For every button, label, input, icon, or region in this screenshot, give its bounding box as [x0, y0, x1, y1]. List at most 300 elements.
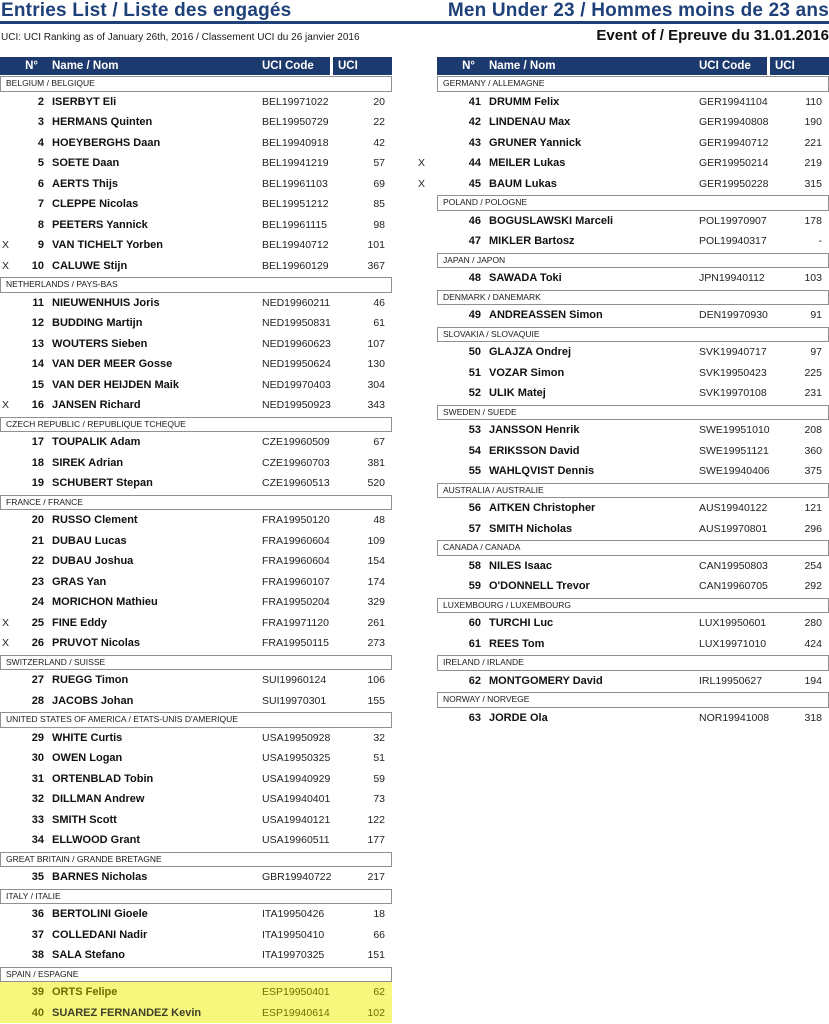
entry-uci-code: SUI19960124 — [262, 674, 327, 686]
country-band: UNITED STATES OF AMERICA / ETATS-UNIS D'AMERIQUE — [0, 712, 392, 728]
entry-x-marker — [0, 334, 16, 355]
entry-name: TOUPALIK Adam — [52, 436, 141, 448]
country-band: FRANCE / FRANCE — [0, 495, 392, 511]
entry-x-marker — [0, 925, 16, 946]
entry-uci-code: FRA19960604 — [262, 555, 330, 567]
entry-name: VAN DER MEER Gosse — [52, 358, 173, 370]
entry-uci-code: FRA19960107 — [262, 575, 330, 588]
entry-row — [0, 633, 392, 654]
entry-row — [418, 174, 829, 195]
entry-row — [0, 375, 392, 396]
entry-uci-rank: 217 — [367, 871, 385, 883]
entry-number: 53 — [468, 424, 481, 436]
entry-x-marker — [0, 473, 16, 494]
title-underline-rule — [0, 21, 829, 24]
entry-uci-rank: 59 — [373, 772, 385, 785]
entry-x-marker — [437, 305, 453, 326]
entry-uci-code: CZE19960703 — [262, 456, 330, 469]
entry-row — [0, 473, 392, 494]
entry-row — [0, 235, 392, 256]
entry-name: BUDDING Martijn — [52, 317, 143, 329]
entry-uci-code: CZE19960513 — [262, 477, 330, 489]
entry-row — [0, 174, 392, 195]
entry-row — [437, 556, 829, 577]
entry-x-marker — [0, 691, 16, 712]
event-date-label: Event of / Epreuve du 31.01.2016 — [596, 27, 829, 44]
entry-number: 21 — [31, 534, 44, 547]
entry-uci-rank: 296 — [804, 522, 822, 535]
entry-row — [0, 453, 392, 474]
entry-name: ISERBYT Eli — [52, 95, 117, 108]
entry-name: SMITH Scott — [52, 813, 117, 826]
entry-uci-code: USA19940401 — [262, 793, 331, 805]
entry-name: JANSEN Richard — [52, 399, 141, 411]
entry-uci-code: ITA19950426 — [262, 908, 325, 920]
entry-name: GRAS Yan — [52, 575, 107, 588]
entry-row — [437, 363, 829, 384]
entry-row — [0, 313, 392, 334]
entry-name: ERIKSSON David — [489, 444, 580, 457]
entry-uci-code: BEL19951212 — [262, 198, 329, 210]
entry-uci-rank: 97 — [810, 346, 822, 358]
entry-row — [437, 498, 829, 519]
entry-x-marker — [437, 133, 453, 154]
entry-uci-code: CZE19960509 — [262, 436, 330, 448]
entry-uci-rank: 62 — [373, 986, 385, 998]
entry-number: 49 — [468, 309, 481, 321]
country-band: NORWAY / NORVEGE — [437, 692, 829, 708]
entries-table-right — [418, 57, 829, 728]
table-header — [0, 57, 392, 75]
entry-name: HERMANS Quinten — [52, 116, 153, 128]
entry-number: 44 — [468, 157, 481, 169]
entry-name: ULIK Matej — [489, 387, 546, 399]
entry-x-marker: X — [2, 239, 10, 251]
entry-name: WHITE Curtis — [52, 731, 123, 744]
entry-uci-rank: 66 — [373, 928, 385, 941]
entry-row — [437, 461, 829, 482]
entry-name: REES Tom — [489, 637, 545, 650]
entry-uci-rank: 122 — [367, 813, 385, 826]
entry-uci-rank: 254 — [804, 559, 822, 572]
entry-row — [418, 153, 829, 174]
entry-uci-rank: 225 — [804, 366, 822, 379]
entry-uci-code: GER19940712 — [699, 136, 769, 149]
entry-uci-code: BEL19940918 — [262, 136, 329, 149]
entry-uci-code: IRL19950627 — [699, 674, 763, 687]
entry-name: NILES Isaac — [489, 559, 552, 572]
entry-x-marker: X — [2, 259, 10, 272]
entry-row — [437, 420, 829, 441]
entry-name: VAN DER HEIJDEN Maik — [52, 378, 179, 391]
entry-name: BOGUSLAWSKI Marceli — [489, 214, 614, 227]
entry-uci-code: POL19970907 — [699, 214, 767, 227]
country-band: DENMARK / DANEMARK — [437, 290, 829, 306]
entry-number: 51 — [468, 366, 481, 379]
entry-row — [0, 215, 392, 236]
entry-uci-code: DEN19970930 — [699, 309, 768, 321]
header-name-label: Name / Nom — [52, 60, 119, 72]
entry-uci-code: SUI19970301 — [262, 694, 327, 707]
entry-x-marker — [0, 354, 16, 375]
entry-uci-rank: 424 — [804, 637, 822, 650]
entry-name: AERTS Thijs — [52, 177, 119, 190]
entry-uci-code: CAN19950803 — [699, 559, 768, 572]
entry-name: ORTENBLAD Tobin — [52, 772, 154, 785]
entry-x-marker — [0, 670, 16, 691]
entry-name: COLLEDANI Nadir — [52, 928, 148, 941]
entry-x-marker — [0, 592, 16, 613]
entry-uci-rank: 292 — [804, 580, 822, 592]
entry-x-marker — [437, 112, 453, 133]
entry-name: PRUVOT Nicolas — [52, 637, 141, 649]
entry-uci-code: BEL19960129 — [262, 259, 329, 272]
entry-x-marker — [437, 231, 453, 252]
header-number-label: N° — [25, 60, 38, 72]
entry-number: 2 — [37, 95, 44, 108]
entry-uci-rank: 194 — [804, 674, 822, 687]
entry-uci-code: FRA19971120 — [262, 616, 329, 629]
entry-number: 26 — [31, 637, 44, 649]
entry-uci-code: SVK19970108 — [699, 387, 767, 399]
entry-x-marker: X — [2, 399, 10, 411]
entry-uci-code: USA19960511 — [262, 834, 330, 846]
entry-uci-rank: 155 — [367, 694, 385, 707]
entry-uci-code: NED19950831 — [262, 317, 331, 329]
entry-uci-code: NOR19941008 — [699, 711, 770, 724]
entry-x-marker — [437, 342, 453, 363]
entry-name: JANSSON Henrik — [489, 424, 580, 436]
uci-ranking-note: UCI: UCI Ranking as of January 26th, 2016 / Classement UCI du 26 janvier 2016 — [1, 32, 360, 43]
entry-x-marker — [0, 153, 16, 174]
entry-row — [437, 342, 829, 363]
entry-number: 22 — [31, 555, 44, 567]
entry-name: NIEUWENHUIS Joris — [52, 296, 160, 309]
entry-name: SCHUBERT Stepan — [52, 477, 153, 489]
entry-number: 17 — [31, 436, 44, 448]
entry-row — [0, 748, 392, 769]
entry-number: 9 — [37, 239, 44, 251]
entry-name: CALUWE Stijn — [52, 259, 128, 272]
entry-uci-rank: 261 — [367, 616, 385, 629]
entry-uci-rank: 107 — [367, 337, 385, 350]
entry-row — [437, 634, 829, 655]
entry-uci-code: GER19950214 — [699, 157, 769, 169]
page-title-right: Men Under 23 / Hommes moins de 23 ans — [447, 0, 829, 21]
entry-uci-rank: 130 — [367, 358, 385, 370]
entry-uci-code: SWE19951121 — [699, 444, 769, 457]
entry-uci-rank: 273 — [367, 637, 385, 649]
entry-number: 10 — [31, 259, 44, 272]
entry-number: 41 — [468, 95, 481, 108]
country-band: POLAND / POLOGNE — [437, 195, 829, 211]
entry-uci-rank: 219 — [804, 157, 822, 169]
entry-x-marker — [0, 769, 16, 790]
country-band: ITALY / ITALIE — [0, 889, 392, 905]
entry-x-marker — [0, 748, 16, 769]
entry-row — [437, 383, 829, 404]
entry-row — [0, 395, 392, 416]
entry-name: MONTGOMERY David — [489, 674, 603, 687]
entry-number: 14 — [31, 358, 44, 370]
entry-row — [437, 671, 829, 692]
header-uci-rank-label: UCI — [770, 57, 829, 75]
header-uci-rank-label: UCI — [333, 57, 392, 75]
entry-uci-rank: 101 — [367, 239, 385, 251]
entry-uci-code: BEL19941219 — [262, 157, 329, 169]
entry-uci-code: LUX19971010 — [699, 637, 767, 650]
entry-x-marker — [437, 383, 453, 404]
entry-x-marker — [437, 92, 453, 113]
entry-row — [0, 592, 392, 613]
entry-uci-rank: - — [818, 235, 822, 247]
entry-uci-rank: 18 — [373, 908, 385, 920]
entry-uci-rank: 48 — [373, 514, 385, 526]
entry-x-marker — [437, 556, 453, 577]
entry-x-marker: X — [418, 157, 426, 169]
entry-number: 58 — [468, 559, 481, 572]
page-title-left: Entries List / Liste des engagés — [1, 0, 292, 21]
entry-uci-code: CAN19960705 — [699, 580, 768, 592]
entry-x-marker — [0, 375, 16, 396]
country-band: NETHERLANDS / PAYS-BAS — [0, 277, 392, 293]
entry-row — [437, 92, 829, 113]
entry-row — [437, 519, 829, 540]
entry-uci-rank: 343 — [367, 399, 385, 411]
entry-row — [0, 354, 392, 375]
entry-name: AITKEN Christopher — [489, 502, 596, 514]
entry-row — [437, 211, 829, 232]
entry-row — [0, 789, 392, 810]
entry-uci-code: USA19950325 — [262, 752, 331, 764]
entry-uci-code: NED19970403 — [262, 378, 331, 391]
entry-x-marker — [0, 453, 16, 474]
entry-x-marker — [0, 133, 16, 154]
entry-uci-code: SWE19951010 — [699, 424, 770, 436]
entry-name: SUAREZ FERNANDEZ Kevin — [52, 1006, 202, 1019]
entry-number: 46 — [468, 214, 481, 227]
entry-row — [0, 531, 392, 552]
entry-uci-code: NED19950624 — [262, 358, 331, 370]
entry-uci-rank: 154 — [367, 555, 385, 567]
entry-name: SMITH Nicholas — [489, 522, 573, 535]
entry-number: 38 — [31, 949, 44, 961]
entry-name: BARNES Nicholas — [52, 871, 148, 883]
entry-row — [437, 133, 829, 154]
entry-name: RUEGG Timon — [52, 674, 129, 686]
country-band: LUXEMBOURG / LUXEMBOURG — [437, 598, 829, 614]
entry-name: VOZAR Simon — [489, 366, 565, 379]
entry-x-marker — [0, 789, 16, 810]
entry-number: 24 — [31, 596, 44, 608]
header-uci-code-label: UCI Code — [262, 60, 314, 72]
entry-number: 52 — [468, 387, 481, 399]
entry-uci-rank: 367 — [367, 259, 385, 272]
entry-name: DUBAU Joshua — [52, 555, 134, 567]
entry-row — [437, 441, 829, 462]
entry-name: DRUMM Felix — [489, 95, 560, 108]
entry-name: DUBAU Lucas — [52, 534, 127, 547]
entry-row — [0, 945, 392, 966]
entry-x-marker — [437, 363, 453, 384]
entry-number: 31 — [31, 772, 44, 785]
entry-x-marker — [0, 293, 16, 314]
entry-name: SAWADA Toki — [489, 272, 562, 284]
entry-row — [0, 112, 392, 133]
entry-number: 6 — [37, 177, 44, 190]
entry-row — [0, 925, 392, 946]
header-uci-code-label: UCI Code — [699, 60, 751, 72]
entry-x-marker — [0, 112, 16, 133]
country-band: CANADA / CANADA — [437, 540, 829, 556]
entry-number: 30 — [31, 752, 44, 764]
entry-row — [0, 432, 392, 453]
entry-number: 37 — [31, 928, 44, 941]
entry-x-marker — [437, 634, 453, 655]
entry-x-marker — [0, 432, 16, 453]
entry-x-marker — [437, 268, 453, 289]
entry-uci-code: FRA19960604 — [262, 534, 330, 547]
table-body — [0, 76, 392, 1023]
header-number-label: N° — [462, 60, 475, 72]
entry-name: TURCHI Luc — [489, 617, 554, 629]
entry-name: VAN TICHELT Yorben — [52, 239, 164, 251]
entry-uci-rank: 177 — [367, 834, 385, 846]
entry-uci-code: USA19940929 — [262, 772, 331, 785]
entry-x-marker — [0, 945, 16, 966]
entry-uci-rank: 178 — [804, 214, 822, 227]
entry-number: 40 — [31, 1006, 44, 1019]
entry-number: 35 — [31, 871, 44, 883]
entry-name: GRUNER Yannick — [489, 136, 582, 149]
entry-x-marker: X — [2, 637, 10, 649]
entry-x-marker: X — [418, 177, 426, 190]
entry-uci-rank: 42 — [373, 136, 385, 149]
entry-uci-rank: 110 — [805, 95, 822, 108]
entry-row — [437, 112, 829, 133]
entry-uci-rank: 73 — [373, 793, 385, 805]
entry-uci-code: FRA19950115 — [262, 637, 329, 649]
entry-x-marker — [437, 420, 453, 441]
entry-number: 48 — [468, 272, 481, 284]
entry-row — [0, 551, 392, 572]
entry-name: SIREK Adrian — [52, 456, 124, 469]
entry-uci-rank: 190 — [804, 116, 822, 128]
entry-uci-rank: 69 — [373, 177, 385, 190]
entry-uci-rank: 32 — [373, 731, 385, 744]
country-band: IRELAND / IRLANDE — [437, 655, 829, 671]
entry-x-marker — [0, 728, 16, 749]
entry-name: WOUTERS Sieben — [52, 337, 148, 350]
entry-uci-code: BEL19961103 — [262, 177, 328, 190]
entry-uci-rank: 520 — [367, 477, 385, 489]
entry-uci-rank: 360 — [804, 444, 822, 457]
entry-number: 50 — [468, 346, 481, 358]
entry-name: MORICHON Mathieu — [52, 596, 158, 608]
entry-row — [0, 830, 392, 851]
entry-number: 59 — [468, 580, 481, 592]
entry-x-marker — [0, 174, 16, 195]
table-header-main — [0, 57, 330, 75]
entry-uci-code: BEL19961115 — [262, 218, 328, 231]
entry-row — [437, 613, 829, 634]
entry-name: ANDREASSEN Simon — [489, 309, 603, 321]
entry-number: 16 — [31, 399, 44, 411]
entry-number: 15 — [31, 378, 44, 391]
country-band: SWEDEN / SUEDE — [437, 405, 829, 421]
entry-number: 8 — [37, 218, 44, 231]
entry-uci-rank: 91 — [810, 309, 822, 321]
entry-number: 28 — [31, 694, 44, 707]
entry-number: 27 — [31, 674, 44, 686]
entry-x-marker — [0, 982, 16, 1003]
entry-uci-rank: 106 — [367, 674, 385, 686]
entry-number: 60 — [468, 617, 481, 629]
entry-number: 33 — [31, 813, 44, 826]
entry-number: 25 — [31, 616, 44, 629]
entry-uci-rank: 208 — [804, 424, 822, 436]
entry-number: 5 — [37, 157, 44, 169]
entry-x-marker — [0, 510, 16, 531]
entry-name: GLAJZA Ondrej — [489, 346, 572, 358]
country-band: JAPAN / JAPON — [437, 253, 829, 269]
entry-uci-rank: 57 — [373, 157, 385, 169]
entry-row — [0, 1003, 392, 1024]
entry-name: FINE Eddy — [52, 616, 108, 629]
entry-x-marker — [0, 92, 16, 113]
header-name-label: Name / Nom — [489, 60, 556, 72]
entry-row — [0, 133, 392, 154]
entry-number: 63 — [468, 711, 481, 724]
table-header — [437, 57, 829, 75]
entries-table-left — [0, 57, 392, 1023]
entry-number: 54 — [468, 444, 481, 457]
entry-row — [0, 982, 392, 1003]
country-band: SPAIN / ESPAGNE — [0, 967, 392, 983]
entry-name: LINDENAU Max — [489, 116, 571, 128]
entry-row — [437, 231, 829, 252]
entry-uci-rank: 221 — [804, 136, 822, 149]
entry-x-marker — [437, 671, 453, 692]
entry-name: BAUM Lukas — [489, 177, 557, 190]
entry-number: 47 — [468, 235, 481, 247]
entry-number: 43 — [468, 136, 481, 149]
entry-row — [0, 334, 392, 355]
entry-row — [0, 867, 392, 888]
entry-row — [0, 691, 392, 712]
entry-row — [0, 92, 392, 113]
entry-name: ELLWOOD Grant — [52, 834, 140, 846]
entry-uci-code: NED19950923 — [262, 399, 331, 411]
entry-x-marker — [0, 313, 16, 334]
entry-number: 36 — [31, 908, 44, 920]
entry-uci-rank: 280 — [804, 617, 822, 629]
entry-name: DILLMAN Andrew — [52, 793, 145, 805]
entry-uci-code: BEL19971022 — [262, 95, 329, 108]
entry-number: 3 — [37, 116, 44, 128]
entry-name: SOETE Daan — [52, 157, 120, 169]
entry-number: 55 — [468, 465, 481, 477]
entry-x-marker — [437, 576, 453, 597]
entry-name: MEILER Lukas — [489, 157, 566, 169]
entry-name: ORTS Felipe — [52, 986, 118, 998]
country-band: SWITZERLAND / SUISSE — [0, 655, 392, 671]
entry-uci-code: JPN19940112 — [699, 272, 765, 284]
entry-number: 12 — [31, 317, 44, 329]
country-band: GERMANY / ALLEMAGNE — [437, 76, 829, 92]
entry-uci-rank: 98 — [373, 218, 385, 231]
entry-uci-rank: 315 — [804, 177, 822, 190]
